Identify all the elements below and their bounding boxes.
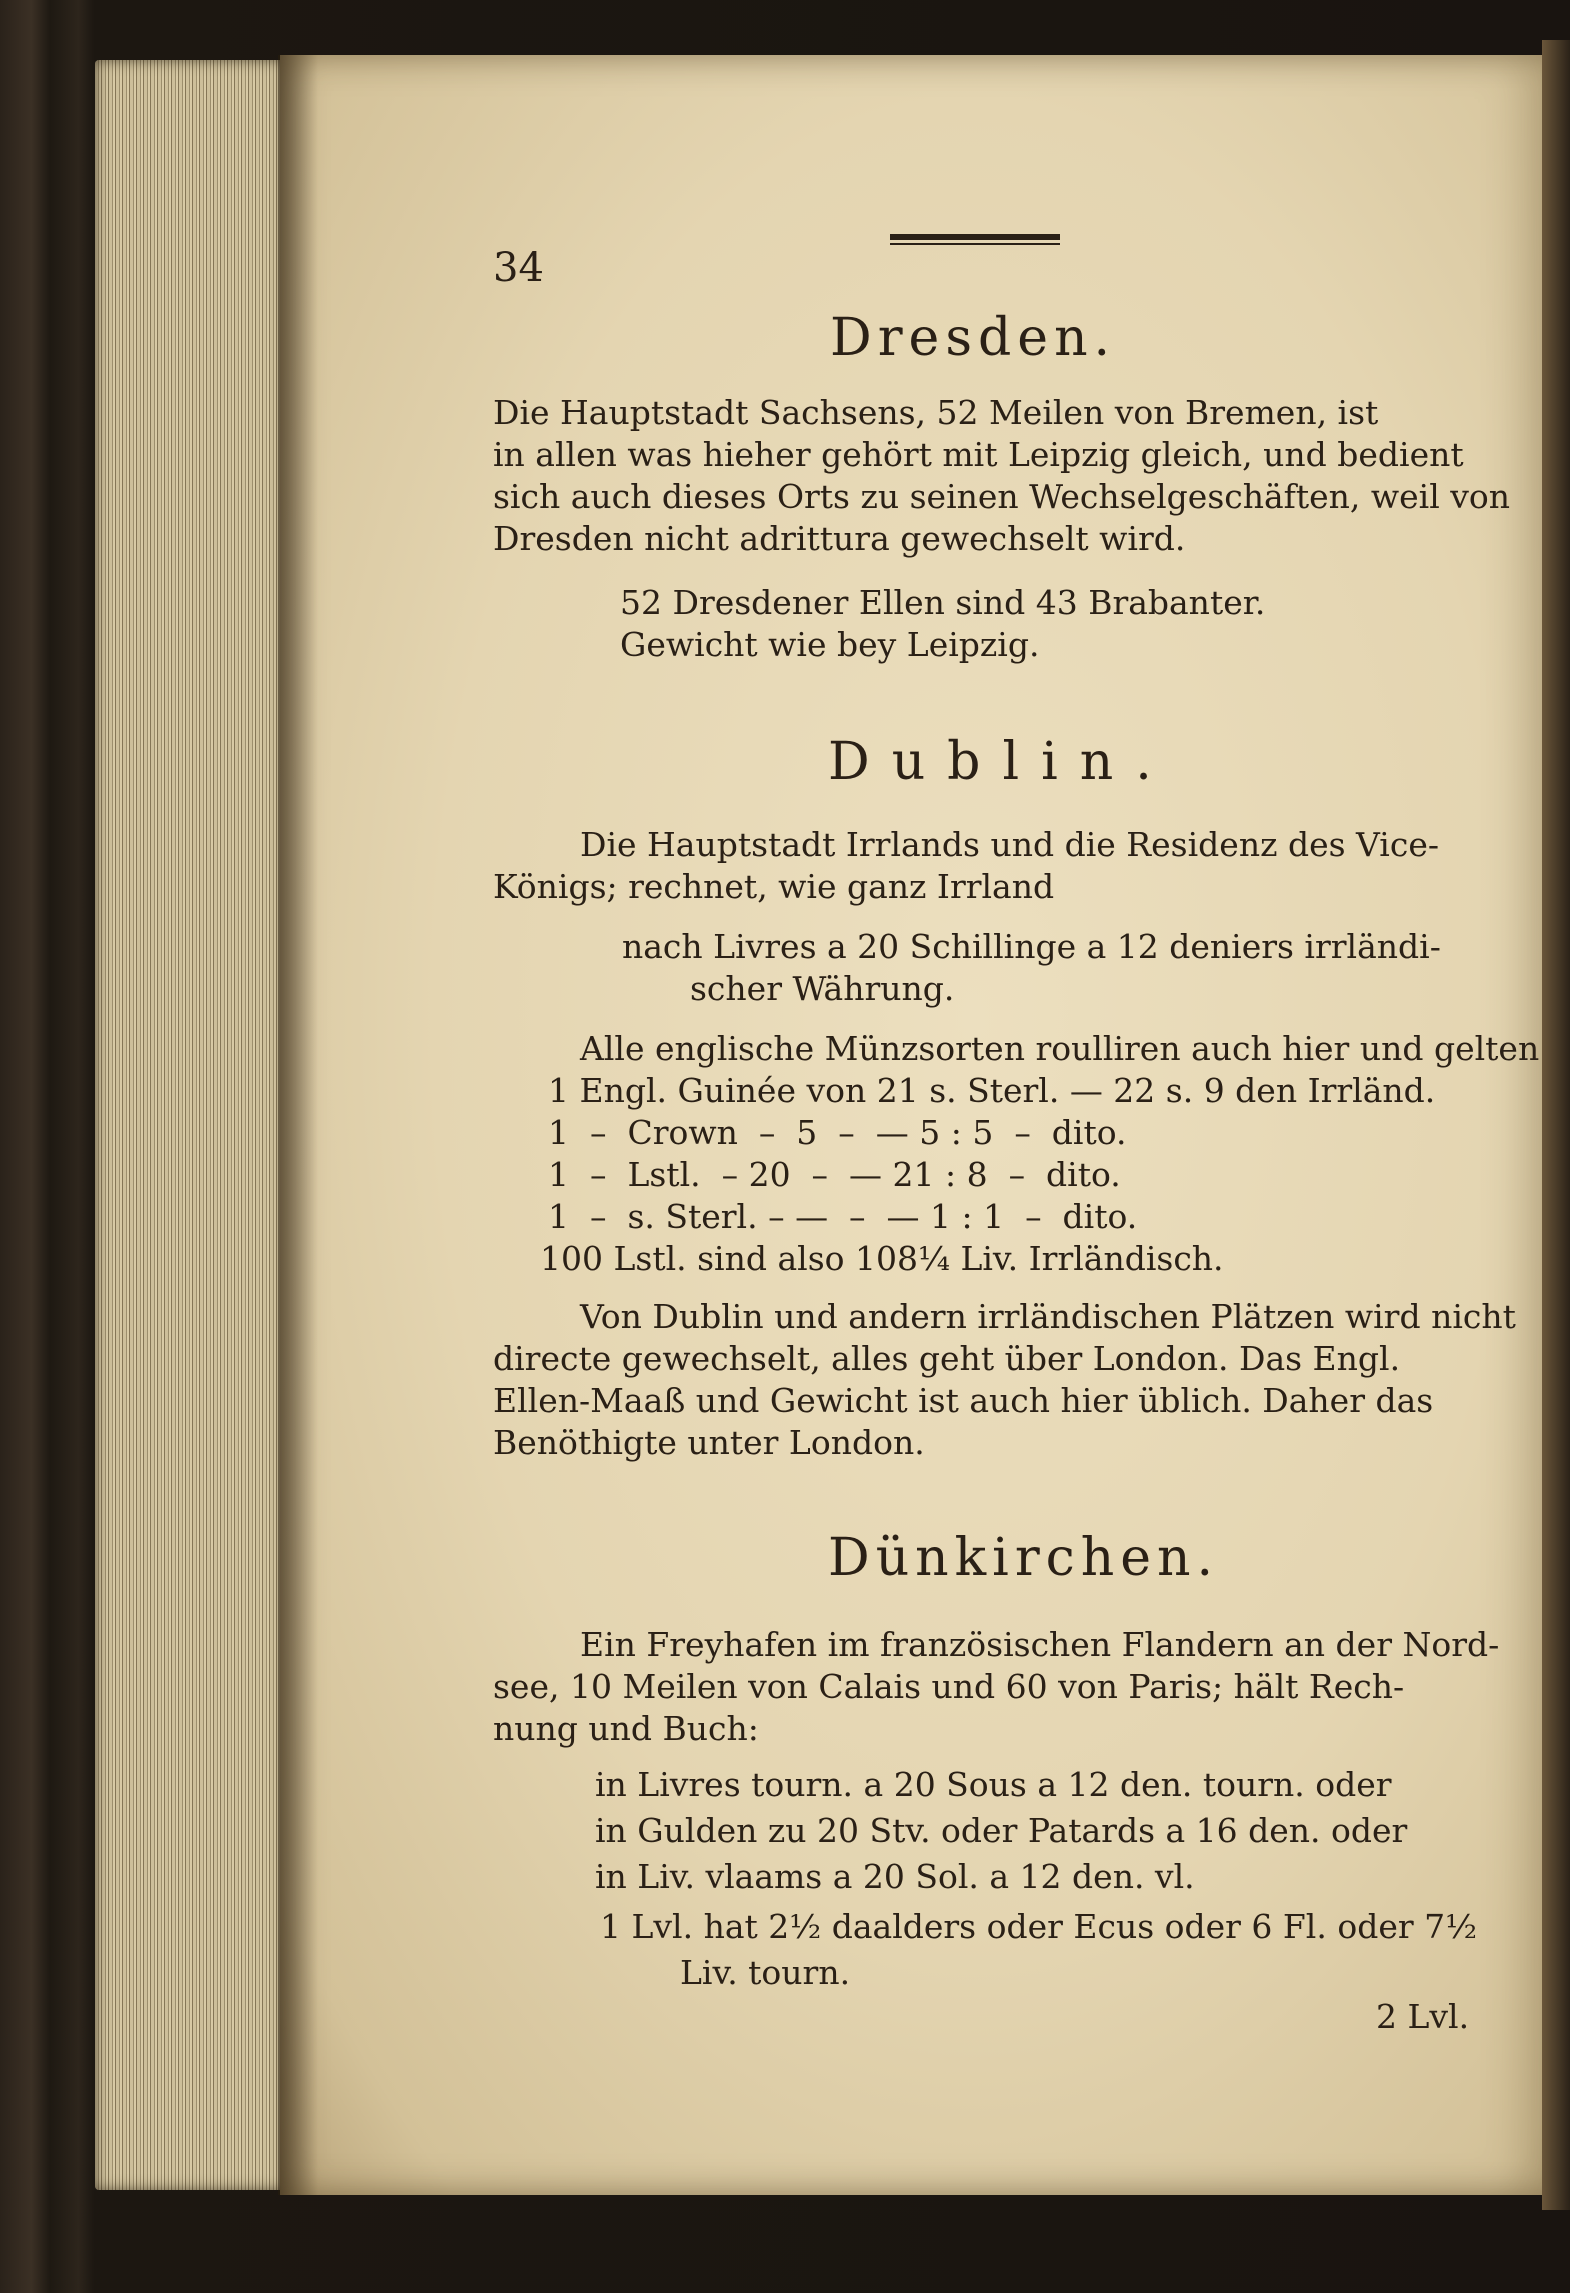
text-line: nung und Buch: — [493, 1709, 759, 1748]
header-rule-thick — [890, 234, 1060, 240]
text-line: 52 Dresdener Ellen sind 43 Brabanter. — [620, 583, 1266, 622]
text-line: Gewicht wie bey Leipzig. — [620, 625, 1040, 664]
text-line: Dresden nicht adrittura gewechselt wird. — [493, 519, 1186, 558]
header-rule-thin — [890, 243, 1060, 245]
text-line: see, 10 Meilen von Calais und 60 von Paris; hält Rech- — [493, 1667, 1405, 1706]
table-row: 1 Engl. Guinée von 21 s. Sterl. — 22 s. 9 den Irrländ. — [548, 1071, 1436, 1110]
right-binding — [1542, 40, 1570, 2210]
catchword: 2 Lvl. — [1376, 1997, 1470, 2036]
text-line: sich auch dieses Orts zu seinen Wechselgeschäften, weil von — [493, 477, 1511, 516]
text-line: 100 Lstl. sind also 108¼ Liv. Irrländisch. — [540, 1239, 1224, 1278]
section-title-dublin: Dublin. — [828, 732, 1174, 792]
text-line: in Livres tourn. a 20 Sous a 12 den. tourn. oder — [595, 1765, 1392, 1804]
text-line: in Liv. vlaams a 20 Sol. a 12 den. vl. — [595, 1857, 1195, 1896]
page-number: 34 — [493, 245, 544, 291]
text-line: Benöthigte unter London. — [493, 1423, 925, 1462]
header-rule — [890, 234, 1060, 246]
text-line: Liv. tourn. — [680, 1953, 851, 1992]
spine-shadow — [278, 55, 318, 2195]
section-title-duenkirchen: Dünkirchen. — [828, 1528, 1220, 1588]
text-line: Alle englische Münzsorten roulliren auch hier und gelten — [580, 1029, 1540, 1068]
text-line: 1 Lvl. hat 2½ daalders oder Ecus oder 6 Fl. oder 7½ — [600, 1907, 1478, 1946]
table-row: 1 – s. Sterl. – — – — 1 : 1 – dito. — [548, 1197, 1138, 1236]
text-line: directe gewechselt, alles geht über London. Das Engl. — [493, 1339, 1401, 1378]
text-line: Ein Freyhafen im französischen Flandern an der Nord- — [580, 1625, 1500, 1664]
section-title-dresden: Dresden. — [830, 308, 1117, 368]
text-line: Königs; rechnet, wie ganz Irrland — [493, 867, 1055, 906]
text-line: Die Hauptstadt Sachsens, 52 Meilen von Bremen, ist — [493, 393, 1379, 432]
text-line: Die Hauptstadt Irrlands und die Residenz des Vice- — [580, 825, 1439, 864]
text-line: Von Dublin und andern irrländischen Plätzen wird nicht — [580, 1297, 1516, 1336]
text-line: nach Livres a 20 Schillinge a 12 deniers irrländi- — [622, 927, 1441, 966]
text-line: scher Währung. — [690, 969, 955, 1008]
table-row: 1 – Lstl. – 20 – — 21 : 8 – dito. — [548, 1155, 1121, 1194]
table-row: 1 – Crown – 5 – — 5 : 5 – dito. — [548, 1113, 1127, 1152]
page-edges — [95, 60, 285, 2190]
text-line: Ellen-Maaß und Gewicht ist auch hier üblich. Daher das — [493, 1381, 1434, 1420]
text-line: in Gulden zu 20 Stv. oder Patards a 16 den. oder — [595, 1811, 1408, 1850]
text-line: in allen was hieher gehört mit Leipzig gleich, und bedient — [493, 435, 1464, 474]
